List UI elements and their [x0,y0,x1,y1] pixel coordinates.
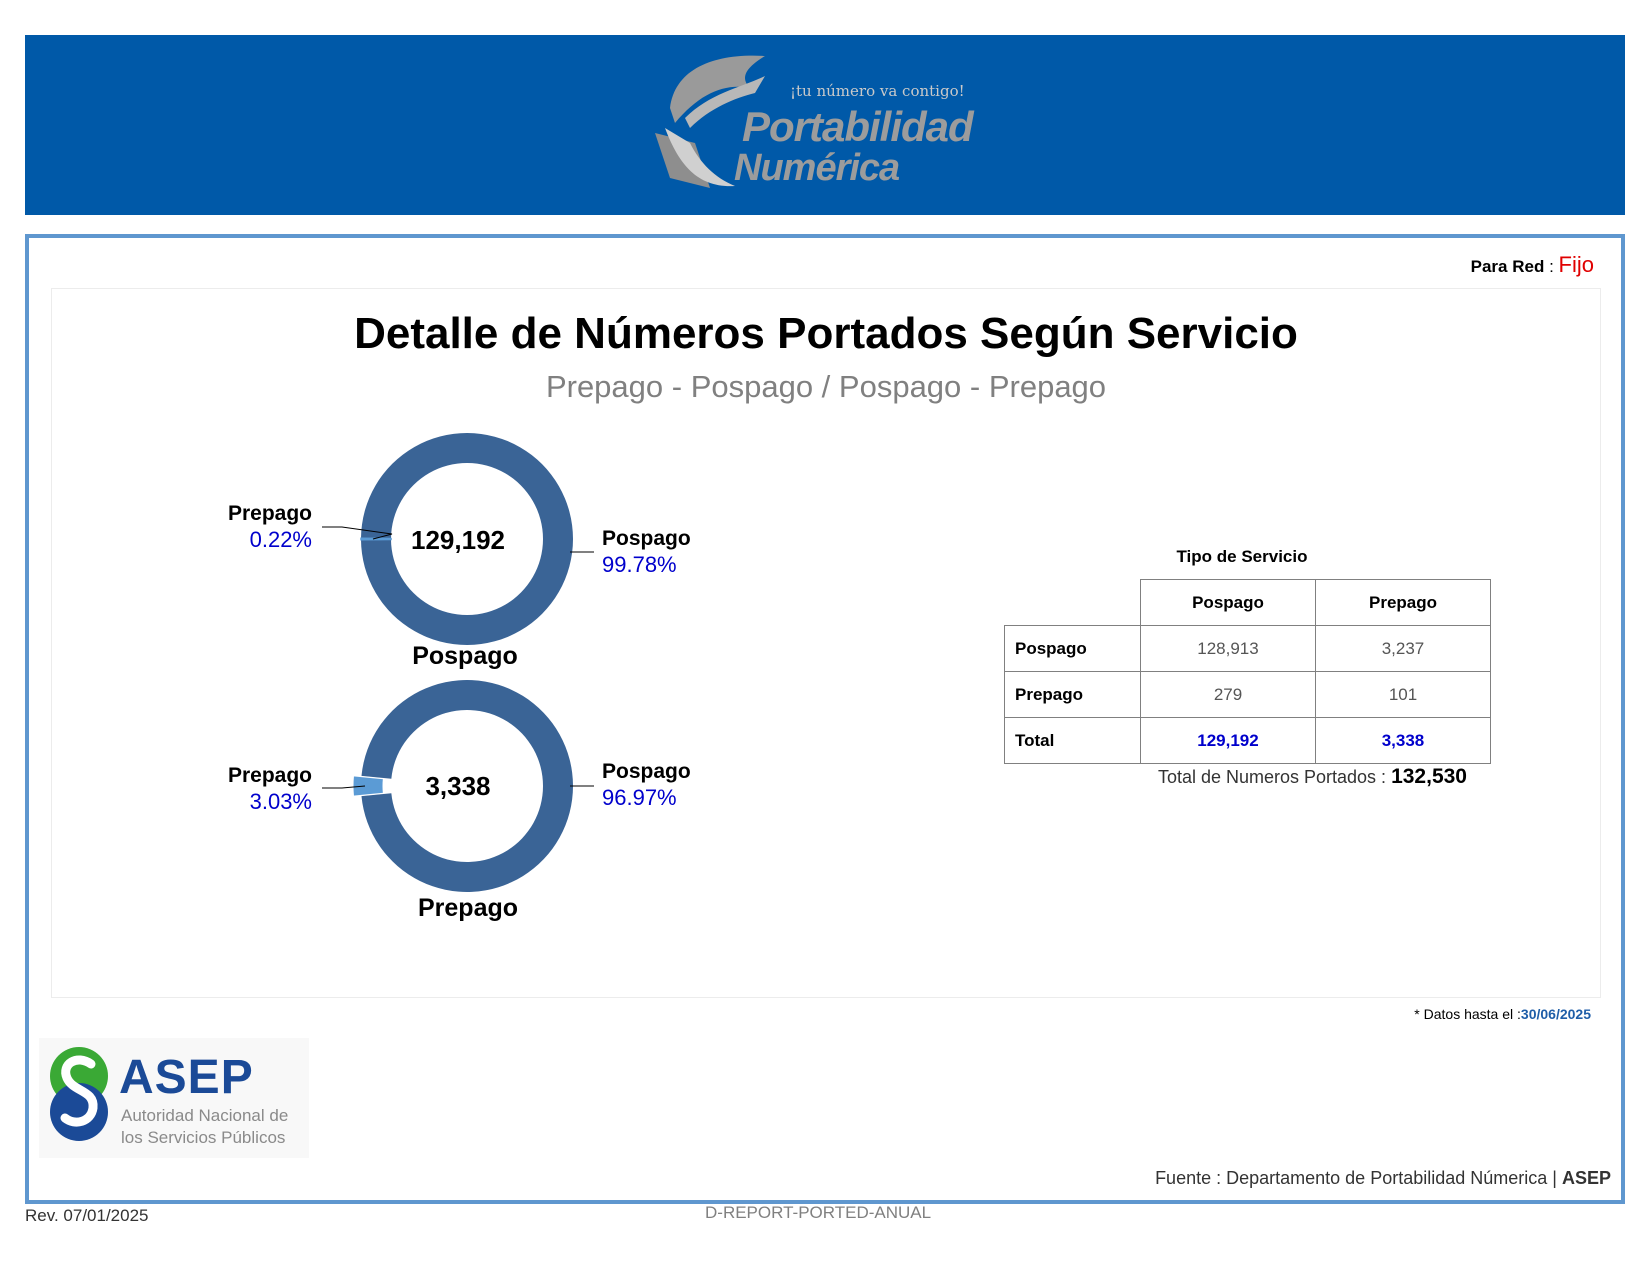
donut1-center-value: 129,192 [411,525,505,555]
network-indicator [1471,252,1594,278]
table-column-header: Pospago [1141,580,1316,626]
donut1-minor-name: Prepago [227,502,312,525]
donut1-minor-label [202,501,312,553]
asep-wordmark: ASEP [119,1051,254,1104]
donut2-major-name: Pospago [602,760,691,783]
table-cell: 101 [1316,672,1491,718]
source-note [1155,1168,1611,1189]
logo-brand-line2: Numérica [734,147,900,189]
donut2-minor-label [202,763,312,815]
table-row [1005,626,1491,672]
report-frame [25,234,1625,1204]
donut2-title: Prepago [417,894,519,922]
donut1-title: Pospago [412,642,518,670]
donut2-minor-name: Prepago [227,764,312,787]
grand-total [1052,765,1467,789]
asep-subtitle-line1: Autoridad Nacional de [121,1106,289,1125]
asep-s-icon [47,1046,111,1142]
logo-brand-line1: Portabilidad [742,103,973,150]
donut1-major-label [602,526,691,578]
source-org: ASEP [1561,1168,1611,1188]
table-cell: 279 [1141,672,1316,718]
donut2-major-label [602,759,691,811]
network-value: Fijo [1558,252,1594,277]
donut1-major-percent: 99.78% [602,552,677,577]
report-subtitle: Prepago - Pospago / Pospago - Prepago [545,369,1107,404]
donut2-minor-percent: 3.03% [249,789,312,814]
network-separator: : [1549,257,1554,276]
table-total-cell: 129,192 [1141,718,1316,764]
table-column-header: Prepago [1316,580,1491,626]
table-caption: Tipo de Servicio [1176,547,1308,566]
table-cell: 3,237 [1316,626,1491,672]
donut2-major-percent: 96.97% [602,785,677,810]
table-corner-cell [1005,580,1141,626]
table-row [1005,672,1491,718]
grand-total-label: Total de Numeros Portados : [1157,767,1387,787]
data-cutoff-label: * Datos hasta el : [1414,1006,1521,1022]
table-row-header: Prepago [1005,672,1141,718]
grand-total-value: 132,530 [1391,765,1467,788]
source-label: Fuente : Departamento de Portabilidad Númerica | [1155,1168,1557,1188]
donut1-minor-percent: 0.22% [249,527,312,552]
table-row-header: Total [1005,718,1141,764]
logo-tagline: ¡tu número va contigo! [790,82,965,100]
donut1-major-name: Pospago [602,527,691,550]
table-total-row [1005,718,1491,764]
report-code: D-REPORT-PORTED-ANUAL [705,1203,932,1222]
asep-logo [39,1038,309,1158]
network-label: Para Red [1470,257,1545,276]
asep-subtitle-line2: los Servicios Públicos [121,1128,286,1147]
report-title: Detalle de Números Portados Según Servicio [354,309,1298,358]
table-cell: 128,913 [1141,626,1316,672]
donut2-center-value: 3,338 [425,771,491,801]
data-cutoff-date: 30/06/2025 [1520,1006,1591,1022]
table-row-header: Pospago [1005,626,1141,672]
revision-date: Rev. 07/01/2025 [25,1206,149,1225]
chart-panel [51,288,1601,998]
data-cutoff-note [1414,1006,1591,1022]
service-table [1004,579,1491,764]
table-header-row [1005,580,1491,626]
table-total-cell: 3,338 [1316,718,1491,764]
